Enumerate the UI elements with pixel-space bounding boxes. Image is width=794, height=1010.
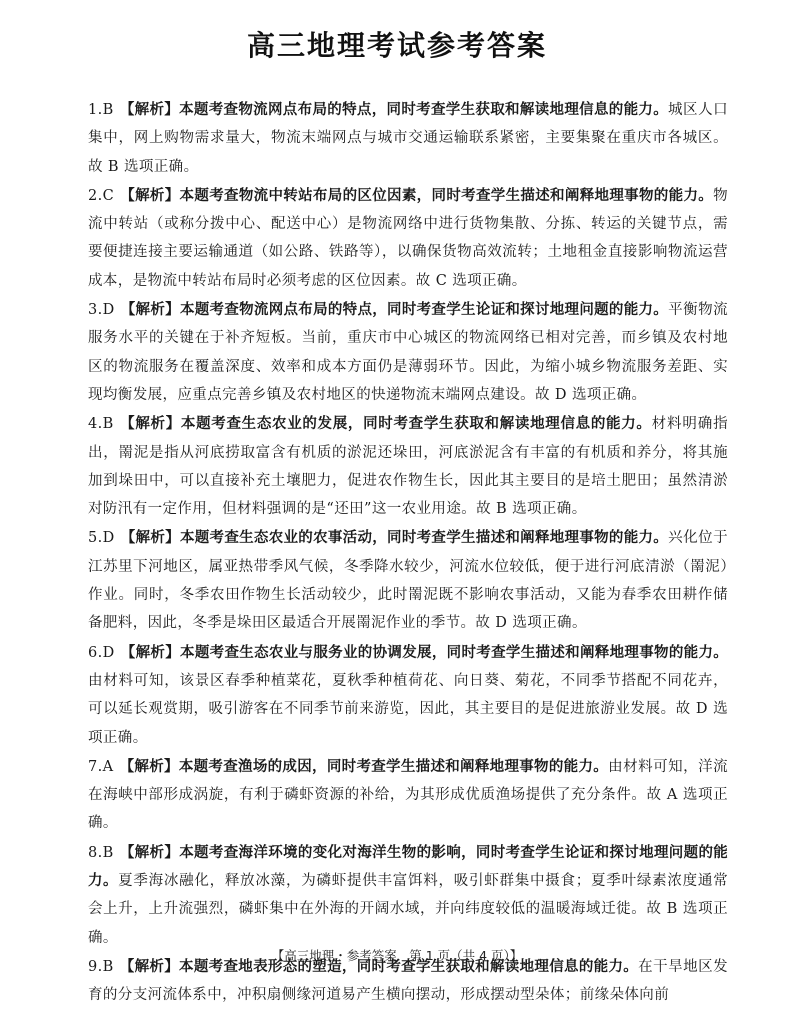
answer-item-3	[88, 296, 728, 409]
item-explanation: 材料明确指出，罱泥是指从河底捞取富含有机质的淤泥还垛田，河底淤泥含有丰富的有机质和养分，将其施加到垛田中，可以直接补充土壤肥力，促进农作物生长，因此其主要目的是培土肥田；虽然清淤对防汛有一定作用，但材料强调的是“还田”这一农业用途。故 B 选项正确。	[88, 416, 728, 518]
item-summary: 本题考查渔场的成因，同时考查学生描述和阐释地理事物的能力。	[178, 758, 609, 775]
answer-item-7	[88, 753, 728, 838]
item-number: 4.B	[88, 416, 114, 433]
analysis-tag: 【解析】	[120, 530, 180, 547]
answer-item-5	[88, 524, 728, 637]
page-title: 高三地理考试参考答案	[246, 29, 547, 62]
item-explanation: 物流中转站（或称分拨中心、配送中心）是物流网络中进行货物集散、分拣、转运的关键节点，需要便捷连接主要运输通道（如公路、铁路等），以确保货物高效流转；土地租金直接影响物流运营成本，是物流中转站布局时必须考虑的区位因素。故 C 选项正确。	[88, 187, 728, 289]
answer-item-8	[88, 839, 728, 952]
answer-item-2	[88, 182, 728, 295]
item-number: 1.B	[88, 102, 114, 118]
item-summary: 本题考查生态农业的发展，同时考查学生获取和解读地理信息的能力。	[180, 416, 652, 433]
page-footer: 【高三地理・参考答案 第 1 页（共 4 页）】	[271, 948, 523, 963]
item-explanation: 平衡物流服务水平的关键在于补齐短板。当前，重庆市中心城区的物流网络已相对完善，而乡镇及农村地区的物流服务在覆盖深度、效率和成本方面仍是薄弱环节。因此，为缩小城乡物流服务差距、实现均衡发展，应重点完善乡镇及农村地区的快递物流末端网点建设。故 D 选项正确。	[88, 302, 728, 403]
item-summary: 本题考查地表形态的塑造，同时考查学生获取和解读地理信息的能力。	[179, 958, 639, 975]
item-number: 9.B	[88, 958, 114, 975]
item-number: 8.B	[88, 844, 114, 861]
item-explanation: 兴化位于江苏里下河地区，属亚热带季风气候，冬季降水较少，河流水位较低，便于进行河底清淤（罱泥）作业。同时，冬季农田作物生长活动较少，此时罱泥既不影响农事活动，又能为春季农田耕作储备肥料，因此，冬季是垛田区最适合开展罱泥作业的季节。故 D 选项正确。	[88, 530, 728, 632]
item-summary: 本题考查物流网点布局的特点，同时考查学生获取和解读地理信息的能力。	[179, 102, 669, 118]
analysis-tag: 【解析】	[120, 302, 180, 319]
item-number: 5.D	[88, 530, 115, 547]
item-number: 2.C	[88, 187, 115, 204]
analysis-tag: 【解析】	[120, 644, 181, 661]
analysis-tag: 【解析】	[120, 187, 180, 204]
answer-item-6	[88, 639, 728, 752]
item-number: 7.A	[88, 758, 114, 775]
item-number: 3.D	[88, 302, 115, 319]
answer-item-4	[88, 410, 728, 523]
item-summary: 本题考查生态农业的农事活动，同时考查学生描述和阐释地理事物的能力。	[179, 530, 669, 547]
item-summary: 本题考查海洋环境的变化对海洋生物的影响，同时考查学生论证和探讨地理问题的能力。	[88, 844, 728, 890]
analysis-tag: 【解析】	[119, 758, 179, 775]
item-explanation: 城区人口集中，网上购物需求量大，物流末端网点与城市交通运输联系紧密，主要集聚在重庆市各城区。故 B 选项正确。	[88, 102, 728, 175]
item-summary: 本题考查生态农业与服务业的协调发展，同时考查学生描述和阐释地理事物的能力。	[180, 644, 728, 661]
analysis-tag: 【解析】	[119, 102, 180, 118]
item-explanation: 在干旱地区发育的分支河流体系中，冲积扇侧缘河道易产生横向摆动，形成摆动型朵体；前缘朵体向前	[88, 958, 728, 1004]
item-explanation: 夏季海冰融化，释放冰藻，为磷虾提供丰富饵料，吸引虾群集中摄食；夏季叶绿素浓度通常会上升，上升流强烈，磷虾集中在外海的开阔水域，并向纬度较低的温暖海域迁徙。故 B 选项正确。	[88, 873, 729, 946]
item-summary: 本题考查物流中转站布局的区位因素，同时考查学生描述和阐释地理事物的能力。	[179, 187, 714, 204]
item-summary: 本题考查物流网点布局的特点，同时考查学生论证和探讨地理问题的能力。	[179, 302, 669, 319]
item-explanation: 由材料可知，该景区春季种植菜花，夏秋季种植荷花、向日葵、菊花，不同季节搭配不同花卉，可以延长观赏期，吸引游客在不同季节前来游览，因此，其主要目的是促进旅游业发展。故 D 选项正确。	[88, 672, 728, 746]
item-number: 6.D	[88, 644, 115, 661]
item-explanation: 由材料可知，洋流在海峡中部形成涡旋，有利于磷虾资源的补给，为其形成优质渔场提供了充分条件。故 A 选项正确。	[88, 758, 728, 832]
analysis-tag: 【解析】	[119, 958, 180, 975]
analysis-tag: 【解析】	[119, 416, 181, 433]
answer-list	[88, 96, 728, 1010]
answer-item-1	[88, 96, 728, 181]
analysis-tag: 【解析】	[119, 844, 180, 861]
